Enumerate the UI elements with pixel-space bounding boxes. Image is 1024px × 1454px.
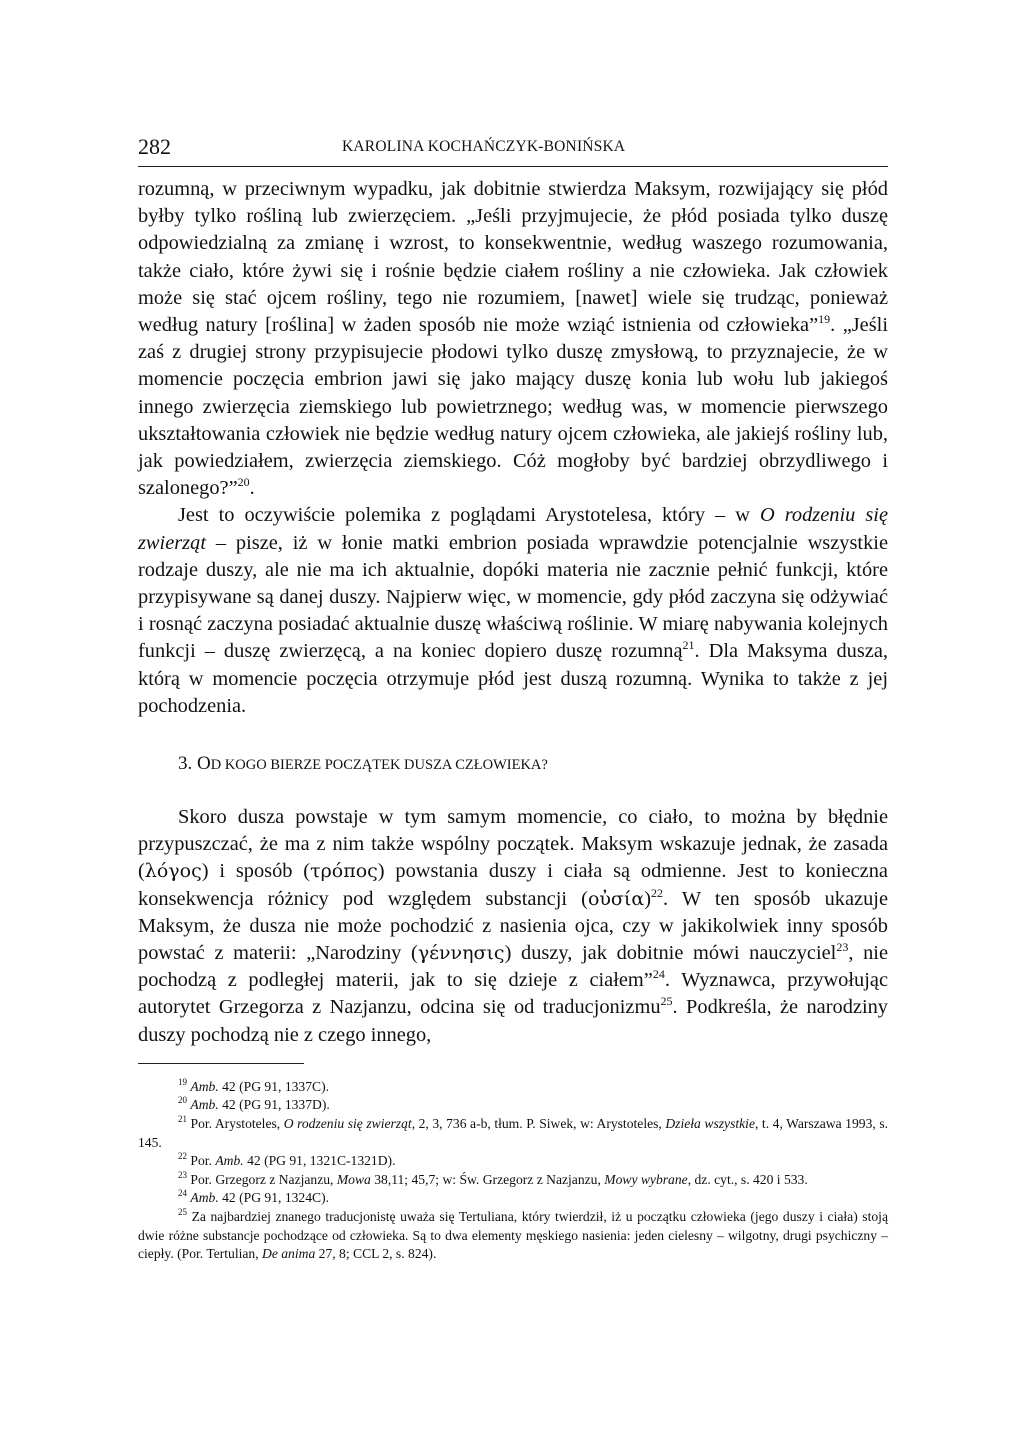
footnote-text: 42 (PG 91, 1321C-1321D).: [243, 1153, 396, 1169]
text-run: . „Jeśli zaś z drugiej strony przypisujecie płodowi tylko duszę zmysłową, to przyznajecie, że w momencie poczęcia embrion jawi się jako mający duszę konia lub wołu lub jakiegoś innego zwierzęcia ziemskiego lub powietrznego; według was, w momencie pierwszego ukształtowania człowiek nie będzie według natury ojcem człowieka, ale jakiejś rośliny lub, jak powiedziałem, zwierzęcia ziemskiego. Cóż mogłoby być bardziej obrzydliwego i szalonego?”: [138, 314, 888, 500]
footnote-text: , t. 4, Warszawa 1993, s. 145.: [138, 1116, 889, 1150]
greek-term: λόγος: [144, 860, 202, 883]
work-title: De anima: [262, 1246, 316, 1262]
text-run: Skoro dusza powstaje w tym samym momencie, co ciało, to można by błędnie przypuszczać, że ma z nim także wspólny początek. Maksym wskazuje jednak, że zasada (: [138, 806, 888, 883]
footnote-text: Por. Grzegorz z Nazjanzu,: [187, 1171, 337, 1187]
abbrev: Amb.: [190, 1097, 219, 1113]
footnote-ref-19[interactable]: 19: [818, 312, 831, 327]
text-run: . Podkreśla, że narodziny duszy pochodzą nie z czego innego,: [138, 996, 888, 1046]
footnote-24: [138, 1189, 888, 1208]
footnote-number: 21: [178, 1114, 187, 1125]
footnote-separator: [138, 1063, 304, 1064]
paragraph-1: [138, 176, 888, 502]
footnote-number: 20: [178, 1095, 187, 1106]
footnote-20: [138, 1096, 888, 1115]
section-heading: [178, 751, 888, 778]
text-run: ) powstania duszy i ciała są odmienne. Jest to konieczna konsekwencja różnicy pod względem substancji (: [138, 860, 888, 910]
footnote-number: 24: [178, 1188, 187, 1199]
section-title-text: D KOGO BIERZE POCZĄTEK DUSZA CZŁOWIEKA?: [210, 757, 548, 774]
text-run: .: [249, 477, 255, 500]
text-run: Jest to oczywiście polemika z poglądami Arystotelesa, który – w: [178, 504, 760, 527]
text-run: , nie pochodzą z podległej materii, jak to się dzieje z ciałem”: [138, 942, 888, 992]
greek-term: γέννησις: [417, 942, 505, 965]
footnote-ref-22[interactable]: 22: [650, 885, 663, 900]
footnote-text: , 2, 3, 736 a-b, tłum. P. Siwek, w: Arystoteles,: [411, 1116, 666, 1132]
text-run: ): [644, 887, 651, 910]
footnote-text: 42 (PG 91, 1337C).: [218, 1078, 329, 1094]
page-number: 282: [138, 134, 171, 159]
abbrev: Amb.: [215, 1153, 244, 1169]
footnote-text: Por.: [187, 1153, 216, 1169]
text-run: . Wyznawca, przywołując autorytet Grzegorza z Nazjanzu, odcina się od traducjonizmu: [138, 969, 889, 1019]
work-title: Mowa: [336, 1171, 371, 1187]
footnote-19: [138, 1078, 888, 1097]
abbrev: Amb.: [190, 1190, 219, 1206]
work-title: Mowy wybrane: [604, 1171, 688, 1187]
text-run: . Dla Maksyma dusza, którą w momencie poczęcia otrzymuje płód jest duszą rozumną. Wynika to także z jej pochodzenia.: [138, 640, 888, 717]
footnote-ref-21[interactable]: 21: [682, 638, 695, 653]
paragraph-3: [138, 804, 888, 1049]
footnote-ref-23[interactable]: 23: [836, 940, 849, 955]
abbrev: Amb.: [190, 1078, 219, 1094]
running-head: KAROLINA KOCHAŃCZYK-BONIŃSKA: [342, 138, 626, 155]
section-number: 3.: [178, 753, 197, 775]
work-title: O rodzeniu się zwierząt: [138, 504, 888, 554]
text-run: . W ten sposób ukazuje Maksym, że dusza nie może pochodzić z nasienia ojca, czy w jakikolwiek inny sposób powstać z materii: „Narodziny (: [138, 887, 889, 965]
footnote-ref-20[interactable]: 20: [237, 475, 250, 490]
work-title: Dzieła wszystkie: [665, 1116, 755, 1132]
footnote-ref-25[interactable]: 25: [660, 994, 673, 1009]
footnote-23: [138, 1171, 888, 1190]
footnote-number: 22: [178, 1151, 187, 1162]
footnote-text: Za najbardziej znanego traducjonistę uważa się Tertuliana, który twierdził, iż u początku człowieka (jego duszy i ciała) stoją dwie różne substancje pochodzące od człowieka. Są to dwa elementy męskiego nasienia: jeden cielesny – wilgotny, drugi psychiczny – ciepły. (Por. Tertulian,: [138, 1209, 888, 1262]
footnote-number: 23: [178, 1169, 187, 1180]
greek-term: οὐσία: [587, 887, 645, 910]
book-page: [138, 130, 888, 1264]
footnote-number: 19: [178, 1076, 187, 1087]
footnote-text: 38,11; 45,7; w: Św. Grzegorz z Nazjanzu,: [370, 1171, 605, 1187]
text-run: rozumną, w przeciwnym wypadku, jak dobitnie stwierdza Maksym, rozwijający się płód byłby tylko rośliną lub zwierzęciem. „Jeśli przyjmujecie, że płód posiada tylko duszę odpowiedzialną za zmianę i wzrost, to konsekwentnie, według waszego rozumowania, także ciało, które żywi się i rośnie będzie ciałem rośliny a nie człowieka. Jak człowiek może się stać ojcem rośliny, tego nie rozumiem, [nawet] wiele się trudząc, ponieważ według natury [roślina] w żaden sposób nie może wziąć istnienia od człowieka”: [138, 178, 888, 337]
footnote-text: Por. Arystoteles,: [187, 1116, 284, 1132]
footnote-text: , dz. cyt., s. 420 i 533.: [687, 1171, 808, 1187]
footnote-22: [138, 1152, 888, 1171]
footnotes: [138, 1078, 888, 1264]
text-run: ) duszy, jak dobitnie mówi nauczyciel: [504, 942, 837, 965]
footnote-21: [138, 1115, 888, 1152]
work-title: O rodzeniu się zwierząt: [283, 1116, 412, 1132]
section-initial: O: [197, 753, 211, 775]
greek-term: τρόπος: [310, 860, 378, 883]
text-run: – pisze, iż w łonie matki embrion posiada wprawdzie potencjalnie wszystkie rodzaje duszy, ale nie ma ich aktualnie, dopóki materia nie zacznie pełnić funkcji, które przypisywane są danej duszy. Najpierw więc, w momencie, gdy płód zaczyna się odżywiać i rosnąć zaczyna posiadać aktualnie duszę właściwą roślinie. W miarę nabywania kolejnych funkcji – duszę zwierzęcą, a na koniec dopiero duszę rozumną: [138, 531, 888, 663]
footnote-25: [138, 1208, 888, 1264]
body-text: [138, 176, 888, 1049]
footnote-text: 27, 8; CCL 2, s. 824).: [315, 1246, 437, 1262]
paragraph-2: [138, 502, 888, 720]
footnote-number: 25: [178, 1207, 187, 1218]
footnote-text: 42 (PG 91, 1324C).: [218, 1190, 329, 1206]
page-header: [138, 130, 888, 167]
text-run: ) i sposób (: [201, 860, 311, 883]
footnote-ref-24[interactable]: 24: [652, 967, 665, 982]
footnote-text: 42 (PG 91, 1337D).: [218, 1097, 330, 1113]
